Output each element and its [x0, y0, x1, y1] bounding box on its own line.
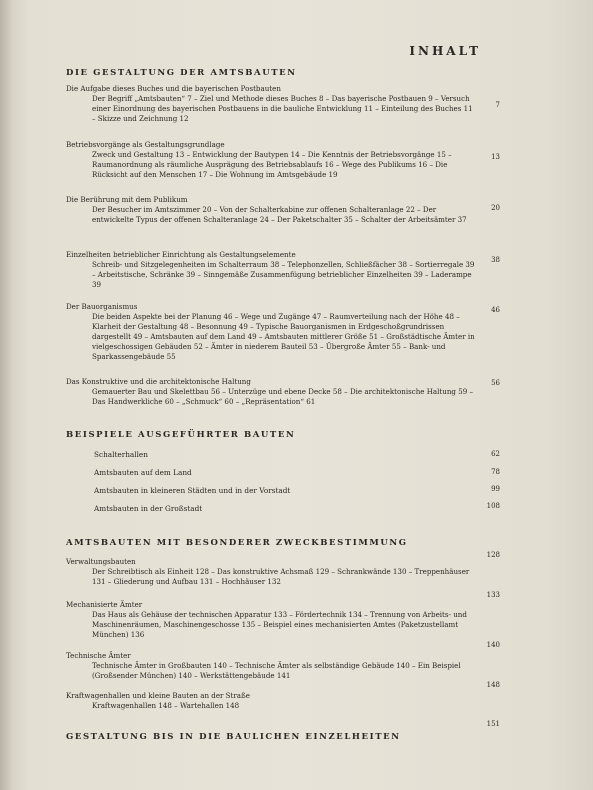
toc-page-number: 7 — [495, 101, 500, 109]
toc-row: Amtsbauten in kleineren Städten und in der Vorstadt — [94, 486, 291, 495]
toc-entry-heading: Einzelheiten betrieblicher Einrichtung als Gestaltungselemente — [66, 250, 296, 259]
toc-entry-heading: Das Konstruktive und die architektonische Haltung — [66, 377, 251, 386]
toc-page-number: 128 — [486, 551, 500, 559]
toc-entry-subtopics: Der Besucher im Amtszimmer 20 – Von der Schalterkabine zur offenen Schalteranlage 22 – Der entwickelte Typus der offenen Schalteranlage 24 – Der Paketschalter 35 – Schalter der Arbeitsämter 37 — [92, 205, 467, 224]
toc-entry — [66, 195, 478, 225]
section-title-einzelheiten: GESTALTUNG BIS IN DIE BAULICHEN EINZELHEITEN — [66, 732, 401, 742]
toc-entry-heading: Mechanisierte Ämter — [66, 600, 143, 609]
toc-entry-subtopics: Schreib- und Sitzgelegenheiten im Schalterraum 38 – Telephonzellen, Schließfächer 38 – Sortierregale 39 – Arbeitstische, Schränke 39 – Sinngemäße Zusammenfügung betrieblicher Einzelheiten 39 – Laderampe 39 — [92, 260, 475, 289]
toc-page-number: 108 — [486, 502, 500, 510]
toc-entry-subtopics: Der Schreibtisch als Einheit 128 – Das konstruktive Achsmaß 129 – Schrankwände 130 – Treppenhäuser 131 – Gliederung und Aufbau 131 – Hochhäuser 132 — [92, 567, 470, 586]
toc-page-number: 62 — [491, 450, 500, 458]
toc-entry — [66, 140, 478, 180]
toc-entry — [66, 377, 478, 407]
toc-row: Schalterhallen — [94, 450, 148, 459]
toc-entry-heading: Kraftwagenhallen und kleine Bauten an der Straße — [66, 691, 250, 700]
toc-entry-subtopics: Technische Ämter in Großbauten 140 – Technische Ämter als selbständige Gebäude 140 – Ein Beispiel (Großsender München) 140 – Werkstättengebäude 141 — [92, 661, 461, 680]
toc-page-number: 133 — [486, 591, 500, 599]
toc-entry — [66, 651, 478, 681]
page-binding-shadow — [0, 0, 12, 790]
toc-page-number: 78 — [491, 468, 500, 476]
contents-heading: INHALT — [409, 44, 481, 58]
toc-entry-subtopics: Zweck und Gestaltung 13 – Entwicklung der Bautypen 14 – Die Kenntnis der Betriebsvorgänge 15 – Raumanordnung als räumliche Ausprägung des Betriebsablaufs 16 – Wege des Publikums 16 – Die Rücksicht auf den Menschen 17 – Die Wohnung im Amtsgebäude 19 — [92, 150, 452, 179]
toc-entry-heading: Die Aufgabe dieses Buches und die bayerischen Postbauten — [66, 84, 281, 93]
section-title-gestaltung: DIE GESTALTUNG DER AMTSBAUTEN — [66, 68, 297, 78]
toc-entry — [66, 84, 478, 124]
toc-entry — [66, 302, 478, 362]
toc-entry-heading: Technische Ämter — [66, 651, 131, 660]
toc-page-number: 99 — [491, 485, 500, 493]
toc-entry-subtopics: Die beiden Aspekte bei der Planung 46 – Wege und Zugänge 47 – Raumverteilung nach der Höhe 48 – Klarheit der Gestaltung 48 – Besonnung 49 – Typische Bauorganismen in Erdgeschoßgrundrissen dargestellt 49 – Amtsbauten auf dem Land 49 – Amtsbauten mittlerer Größe 51 – Großstädtische Ämter in vielgeschossigen Gebäuden 52 – Ämter in niederem Bauteil 53 – Übergroße Ämter 55 – Bank- und Sparkassengebäude 55 — [92, 312, 475, 361]
section-title-amtsbauten: AMTSBAUTEN MIT BESONDERER ZWECKBESTIMMUNG — [66, 538, 408, 548]
toc-page-number: 140 — [486, 641, 500, 649]
toc-entry-heading: Die Berührung mit dem Publikum — [66, 195, 188, 204]
toc-entry — [66, 691, 478, 711]
toc-row: Amtsbauten in der Großstadt — [94, 504, 203, 513]
toc-page-number: 148 — [486, 681, 500, 689]
toc-page-number: 56 — [491, 379, 500, 387]
toc-entry — [66, 250, 478, 290]
toc-entry-subtopics: Gemauerter Bau und Skelettbau 56 – Unterzüge und ebene Decke 58 – Die architektonische Haltung 59 – Das Handwerkliche 60 – „Schmuck“ 60 – „Repräsentation“ 61 — [92, 387, 474, 406]
toc-page-number: 13 — [491, 153, 500, 161]
toc-entry-heading: Betriebsvorgänge als Gestaltungsgrundlage — [66, 140, 225, 149]
toc-entry — [66, 600, 478, 640]
toc-entry-subtopics: Das Haus als Gehäuse der technischen Apparatur 133 – Fördertechnik 134 – Trennung von Arbeits- und Maschinenräumen, Maschinengeschosse 135 – Beispiel eines mechanisierten Amtes (Paketzustellamt München) 136 — [92, 610, 467, 639]
toc-entry-subtopics: Kraftwagenhallen 148 – Wartehallen 148 — [92, 701, 240, 710]
toc-page-number: 46 — [491, 306, 500, 314]
toc-page-number: 20 — [491, 204, 500, 212]
toc-entry — [66, 557, 478, 587]
toc-row: Amtsbauten auf dem Land — [94, 468, 192, 477]
toc-page-number: 38 — [491, 256, 500, 264]
toc-page-number: 151 — [486, 720, 500, 728]
toc-entry-subtopics: Der Begriff „Amtsbauten“ 7 – Ziel und Methode dieses Buches 8 – Das bayerische Postbauen 9 – Versuch einer Einordnung des bayerischen Postbauens in die bauliche Entwicklung 11 – Einteilung des Buches 11 – Skizze und Zeichnung 12 — [92, 94, 473, 123]
toc-entry-heading: Der Bauorganismus — [66, 302, 138, 311]
section-title-beispiele: BEISPIELE AUSGEFÜHRTER BAUTEN — [66, 430, 296, 440]
toc-entry-heading: Verwaltungsbauten — [66, 557, 136, 566]
